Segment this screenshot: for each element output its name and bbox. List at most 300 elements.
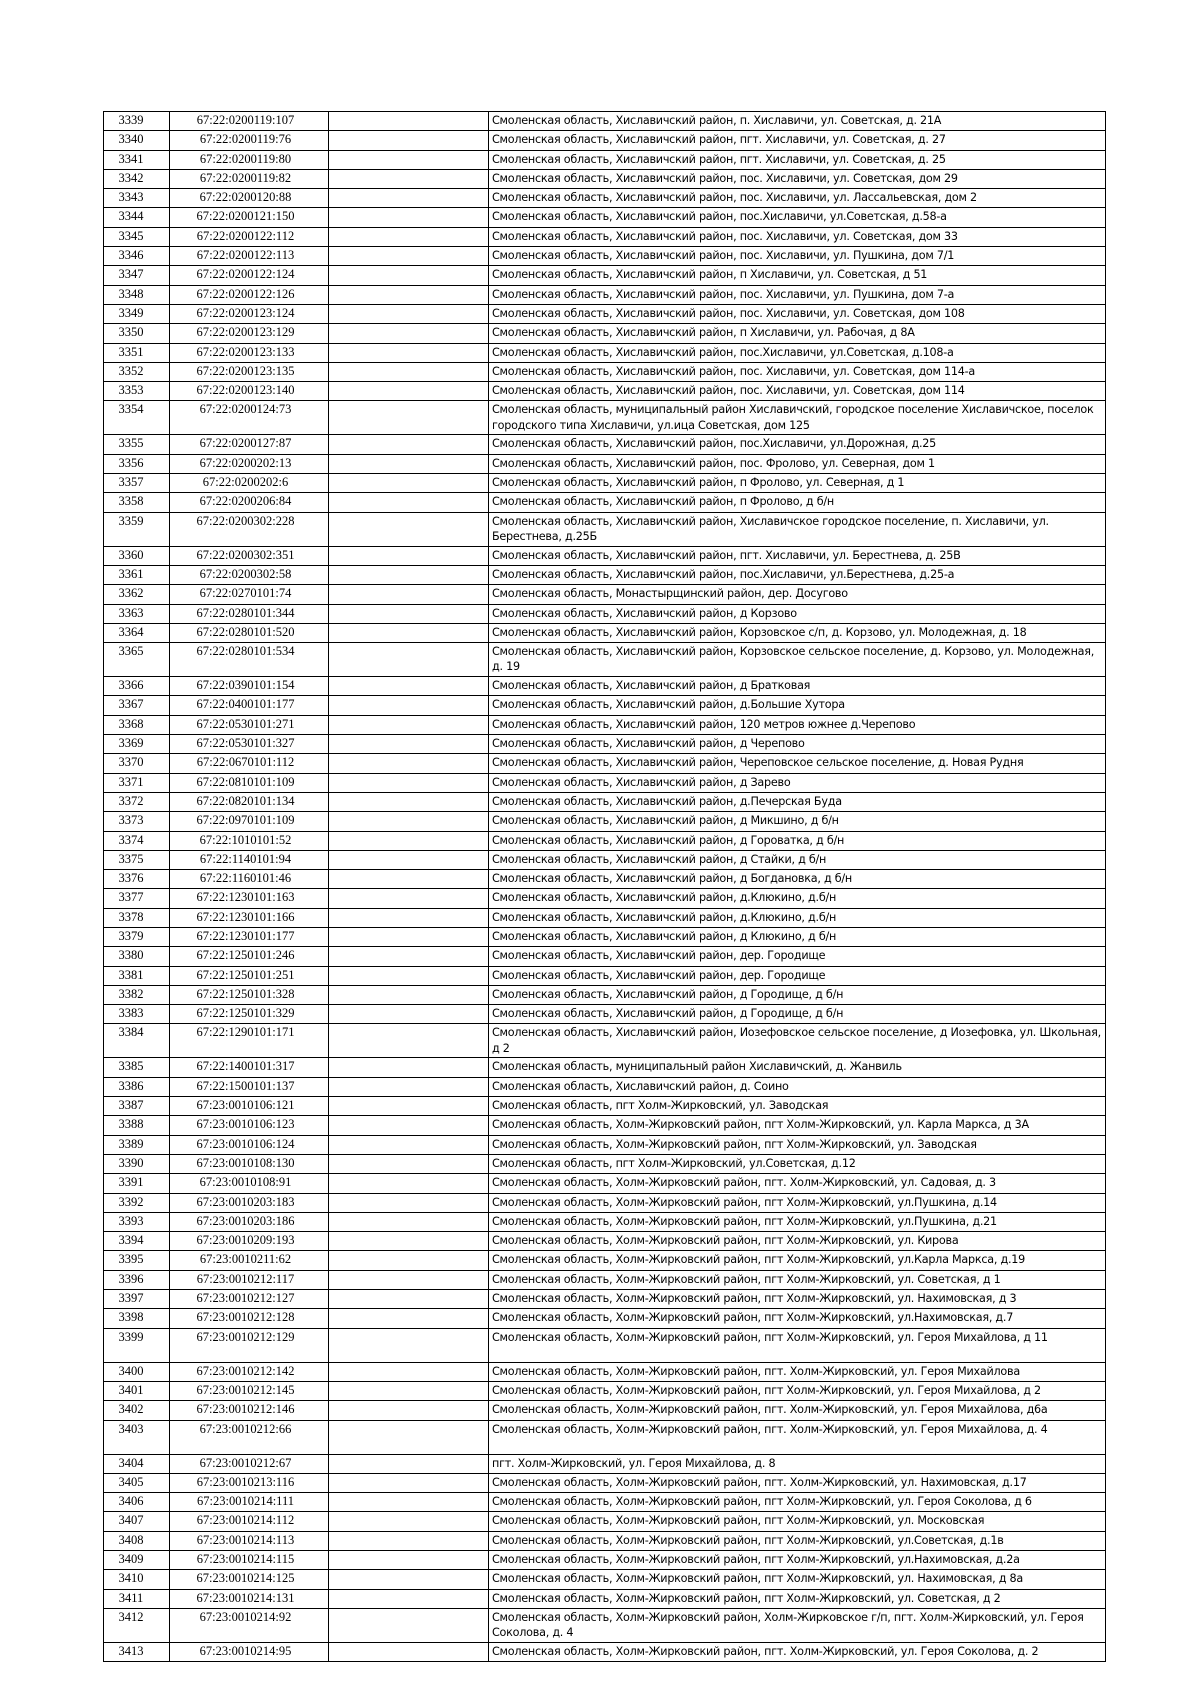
cadastral-number: 67:22:0200122:112 [170, 227, 329, 246]
empty-cell [329, 773, 489, 792]
row-number: 3399 [104, 1328, 170, 1362]
table-row [104, 1420, 1106, 1454]
table-row [104, 1024, 1106, 1058]
address-cell: Смоленская область, Холм-Жирковский район, пгт Холм-Жирковский, ул.Пушкина, д.14 [489, 1193, 1106, 1212]
address-cell: Смоленская область, Хиславичский район, Корзовское с/п, д. Корзово, ул. Молодежная, д. 18 [489, 623, 1106, 642]
empty-cell [329, 474, 489, 493]
empty-cell [329, 1290, 489, 1309]
address-cell: Смоленская область, Холм-Жирковский район, пгт Холм-Жирковский, ул. Заводская [489, 1135, 1106, 1154]
table-row [104, 715, 1106, 734]
empty-cell [329, 1024, 489, 1058]
cadastral-number: 67:23:0010212:129 [170, 1328, 329, 1362]
table-row [104, 208, 1106, 227]
empty-cell [329, 604, 489, 623]
address-cell: Смоленская область, Хиславичский район, пос. Хиславичи, ул. Пушкина, дом 7-а [489, 285, 1106, 304]
row-number: 3371 [104, 773, 170, 792]
table-row [104, 677, 1106, 696]
table-row [104, 382, 1106, 401]
address-cell: Смоленская область, муниципальный район Хиславичский, д. Жанвиль [489, 1058, 1106, 1077]
cadastral-number: 67:22:0200302:58 [170, 565, 329, 584]
cadastral-number: 67:23:0010209:193 [170, 1232, 329, 1251]
cadastral-number: 67:23:0010212:66 [170, 1420, 329, 1454]
row-number: 3401 [104, 1381, 170, 1400]
table-row [104, 1232, 1106, 1251]
cadastral-number: 67:22:0200122:113 [170, 247, 329, 266]
address-cell: Смоленская область, Хиславичский район, д Городище, д б/н [489, 985, 1106, 1004]
table-row [104, 831, 1106, 850]
row-number: 3376 [104, 870, 170, 889]
cadastral-number: 67:22:1140101:94 [170, 850, 329, 869]
row-number: 3393 [104, 1212, 170, 1231]
empty-cell [329, 382, 489, 401]
table-row [104, 343, 1106, 362]
table-row [104, 565, 1106, 584]
table-row [104, 1309, 1106, 1328]
address-cell: Смоленская область, муниципальный район Хиславичский, городское поселение Хиславичское, поселок городского типа Хиславичи, ул.ица Советская, дом 125 [489, 401, 1106, 435]
empty-cell [329, 285, 489, 304]
table-row [104, 1270, 1106, 1289]
address-cell: Смоленская область, Хиславичский район, пос. Хиславичи, ул. Пушкина, дом 7/1 [489, 247, 1106, 266]
row-number: 3411 [104, 1589, 170, 1608]
row-number: 3347 [104, 266, 170, 285]
row-number: 3388 [104, 1116, 170, 1135]
table-row [104, 643, 1106, 677]
row-number: 3341 [104, 150, 170, 169]
empty-cell [329, 1589, 489, 1608]
address-cell: Смоленская область, пгт Холм-Жирковский, ул.Советская, д.12 [489, 1154, 1106, 1173]
cadastral-number: 67:22:1250101:329 [170, 1005, 329, 1024]
empty-cell [329, 1642, 489, 1661]
registry-table [103, 111, 1106, 1662]
table-row [104, 1193, 1106, 1212]
empty-cell [329, 792, 489, 811]
row-number: 3361 [104, 565, 170, 584]
address-cell: Смоленская область, Хиславичский район, д.Клюкино, д.б/н [489, 889, 1106, 908]
address-cell: Смоленская область, Хиславичский район, д Клюкино, д б/н [489, 927, 1106, 946]
cadastral-number: 67:23:0010106:121 [170, 1097, 329, 1116]
row-number: 3374 [104, 831, 170, 850]
cadastral-number: 67:23:0010212:146 [170, 1401, 329, 1420]
row-number: 3392 [104, 1193, 170, 1212]
empty-cell [329, 585, 489, 604]
empty-cell [329, 169, 489, 188]
cadastral-number: 67:22:0200123:133 [170, 343, 329, 362]
address-cell: Смоленская область, Хиславичский район, пос. Хиславичи, ул. Лассальевская, дом 2 [489, 189, 1106, 208]
empty-cell [329, 735, 489, 754]
address-cell: Смоленская область, Хиславичский район, д Гороватка, д б/н [489, 831, 1106, 850]
empty-cell [329, 623, 489, 642]
address-cell: Смоленская область, Хиславичский район, п Фролово, ул. Северная, д 1 [489, 474, 1106, 493]
cadastral-number: 67:22:0200124:73 [170, 401, 329, 435]
cadastral-number: 67:22:0390101:154 [170, 677, 329, 696]
row-number: 3404 [104, 1454, 170, 1473]
cadastral-number: 67:23:0010214:95 [170, 1642, 329, 1661]
cadastral-number: 67:23:0010212:127 [170, 1290, 329, 1309]
empty-cell [329, 362, 489, 381]
empty-cell [329, 715, 489, 734]
address-cell: Смоленская область, Холм-Жирковский район, пгт Холм-Жирковский, ул.Советская, д.1в [489, 1531, 1106, 1550]
table-row [104, 266, 1106, 285]
row-number: 3410 [104, 1570, 170, 1589]
row-number: 3375 [104, 850, 170, 869]
row-number: 3395 [104, 1251, 170, 1270]
row-number: 3348 [104, 285, 170, 304]
table-row [104, 150, 1106, 169]
row-number: 3359 [104, 512, 170, 546]
table-row [104, 285, 1106, 304]
table-row [104, 1381, 1106, 1400]
address-cell: Смоленская область, Хиславичский район, пос. Хиславичи, ул. Советская, дом 114-а [489, 362, 1106, 381]
cadastral-number: 67:22:0820101:134 [170, 792, 329, 811]
address-cell: Смоленская область, Холм-Жирковский район, пгт Холм-Жирковский, ул. Героя Михайлова, д 2 [489, 1381, 1106, 1400]
empty-cell [329, 927, 489, 946]
address-cell: Смоленская область, Холм-Жирковский район, пгт Холм-Жирковский, ул. Нахимовская, д 8а [489, 1570, 1106, 1589]
cadastral-number: 67:23:0010212:67 [170, 1454, 329, 1473]
table-row [104, 1589, 1106, 1608]
cadastral-number: 67:22:0200206:84 [170, 493, 329, 512]
table-row [104, 247, 1106, 266]
table-row [104, 131, 1106, 150]
row-number: 3382 [104, 985, 170, 1004]
table-row [104, 362, 1106, 381]
empty-cell [329, 831, 489, 850]
address-cell: Смоленская область, Хиславичский район, Иозефовское сельское поселение, д Иозефовка, ул. Школьная, д 2 [489, 1024, 1106, 1058]
row-number: 3377 [104, 889, 170, 908]
table-row [104, 169, 1106, 188]
address-cell: Смоленская область, Хиславичский район, пос. Хиславичи, ул. Советская, дом 108 [489, 304, 1106, 323]
cadastral-number: 67:22:1230101:166 [170, 908, 329, 927]
empty-cell [329, 1270, 489, 1289]
row-number: 3380 [104, 947, 170, 966]
row-number: 3345 [104, 227, 170, 246]
row-number: 3408 [104, 1531, 170, 1550]
empty-cell [329, 889, 489, 908]
table-row [104, 850, 1106, 869]
cadastral-number: 67:22:0200123:129 [170, 324, 329, 343]
row-number: 3356 [104, 454, 170, 473]
row-number: 3396 [104, 1270, 170, 1289]
cadastral-number: 67:22:0200302:351 [170, 546, 329, 565]
cadastral-number: 67:22:0200122:124 [170, 266, 329, 285]
row-number: 3368 [104, 715, 170, 734]
table-row [104, 1174, 1106, 1193]
table-row [104, 1251, 1106, 1270]
address-cell: Смоленская область, пгт Холм-Жирковский, ул. Заводская [489, 1097, 1106, 1116]
row-number: 3379 [104, 927, 170, 946]
address-cell: Смоленская область, Холм-Жирковский район, пгт. Холм-Жирковский, ул. Нахимовская, д.17 [489, 1473, 1106, 1492]
empty-cell [329, 1005, 489, 1024]
row-number: 3353 [104, 382, 170, 401]
row-number: 3363 [104, 604, 170, 623]
address-cell: Смоленская область, Хиславичский район, д Братковая [489, 677, 1106, 696]
address-cell: Смоленская область, Хиславичский район, п Фролово, д б/н [489, 493, 1106, 512]
cadastral-number: 67:22:0200127:87 [170, 435, 329, 454]
empty-cell [329, 643, 489, 677]
empty-cell [329, 870, 489, 889]
table-row [104, 1005, 1106, 1024]
address-cell: Смоленская область, Хиславичский район, пос. Фролово, ул. Северная, дом 1 [489, 454, 1106, 473]
cadastral-number: 67:23:0010214:131 [170, 1589, 329, 1608]
address-cell: Смоленская область, Холм-Жирковский район, пгт Холм-Жирковский, ул.Нахимовская, д.2а [489, 1551, 1106, 1570]
table-row [104, 1570, 1106, 1589]
address-cell: Смоленская область, Хиславичский район, Хиславичское городское поселение, п. Хиславичи, ул. Берестнева, д.25Б [489, 512, 1106, 546]
row-number: 3358 [104, 493, 170, 512]
cadastral-number: 67:23:0010212:128 [170, 1309, 329, 1328]
cadastral-number: 67:22:1230101:177 [170, 927, 329, 946]
cadastral-number: 67:23:0010214:125 [170, 1570, 329, 1589]
row-number: 3362 [104, 585, 170, 604]
row-number: 3357 [104, 474, 170, 493]
cadastral-number: 67:22:1160101:46 [170, 870, 329, 889]
row-number: 3387 [104, 1097, 170, 1116]
table-row [104, 585, 1106, 604]
empty-cell [329, 454, 489, 473]
empty-cell [329, 677, 489, 696]
table-row [104, 1473, 1106, 1492]
empty-cell [329, 304, 489, 323]
cadastral-number: 67:22:0200119:80 [170, 150, 329, 169]
cadastral-number: 67:22:0200123:140 [170, 382, 329, 401]
cadastral-number: 67:23:0010214:115 [170, 1551, 329, 1570]
cadastral-number: 67:22:0970101:109 [170, 812, 329, 831]
empty-cell [329, 512, 489, 546]
cadastral-number: 67:23:0010212:145 [170, 1381, 329, 1400]
table-row [104, 1058, 1106, 1077]
cadastral-number: 67:22:0670101:112 [170, 754, 329, 773]
cadastral-number: 67:22:1230101:163 [170, 889, 329, 908]
address-cell: Смоленская область, Хиславичский район, д Зарево [489, 773, 1106, 792]
table-row [104, 908, 1106, 927]
address-cell: Смоленская область, Хиславичский район, пгт. Хиславичи, ул. Берестнева, д. 25В [489, 546, 1106, 565]
table-row [104, 512, 1106, 546]
empty-cell [329, 1193, 489, 1212]
empty-cell [329, 565, 489, 584]
row-number: 3407 [104, 1512, 170, 1531]
row-number: 3413 [104, 1642, 170, 1661]
empty-cell [329, 1420, 489, 1454]
table-row [104, 1362, 1106, 1381]
row-number: 3386 [104, 1077, 170, 1096]
table-row [104, 1454, 1106, 1473]
cadastral-number: 67:22:0200119:76 [170, 131, 329, 150]
empty-cell [329, 1058, 489, 1077]
row-number: 3398 [104, 1309, 170, 1328]
cadastral-number: 67:22:0270101:74 [170, 585, 329, 604]
table-row [104, 1097, 1106, 1116]
address-cell: Смоленская область, Хиславичский район, д Стайки, д б/н [489, 850, 1106, 869]
table-row [104, 227, 1106, 246]
cadastral-number: 67:23:0010108:91 [170, 1174, 329, 1193]
address-cell: Смоленская область, Хиславичский район, пос.Хиславичи, ул.Берестнева, д.25-а [489, 565, 1106, 584]
row-number: 3342 [104, 169, 170, 188]
empty-cell [329, 1493, 489, 1512]
table-row [104, 435, 1106, 454]
row-number: 3346 [104, 247, 170, 266]
address-cell: Смоленская область, Холм-Жирковский район, пгт. Холм-Жирковский, ул. Садовая, д. 3 [489, 1174, 1106, 1193]
empty-cell [329, 812, 489, 831]
table-row [104, 454, 1106, 473]
cadastral-number: 67:23:0010213:116 [170, 1473, 329, 1492]
cadastral-number: 67:22:0200123:124 [170, 304, 329, 323]
empty-cell [329, 985, 489, 1004]
row-number: 3394 [104, 1232, 170, 1251]
empty-cell [329, 1154, 489, 1173]
empty-cell [329, 1531, 489, 1550]
empty-cell [329, 1135, 489, 1154]
empty-cell [329, 1232, 489, 1251]
table-row [104, 870, 1106, 889]
address-cell: Смоленская область, Холм-Жирковский район, Холм-Жирковское г/п, пгт. Холм-Жирковский, ул. Героя Соколова, д. 4 [489, 1608, 1106, 1642]
cadastral-number: 67:22:0200119:107 [170, 112, 329, 131]
row-number: 3405 [104, 1473, 170, 1492]
cadastral-number: 67:23:0010212:142 [170, 1362, 329, 1381]
row-number: 3373 [104, 812, 170, 831]
address-cell: Смоленская область, Хиславичский район, д. Соино [489, 1077, 1106, 1096]
cadastral-number: 67:22:0280101:520 [170, 623, 329, 642]
empty-cell [329, 1401, 489, 1420]
address-cell: Смоленская область, Хиславичский район, пос. Хиславичи, ул. Советская, дом 29 [489, 169, 1106, 188]
address-cell: Смоленская область, Хиславичский район, д Микшино, д б/н [489, 812, 1106, 831]
cadastral-number: 67:23:0010106:124 [170, 1135, 329, 1154]
address-cell: Смоленская область, Хиславичский район, Корзовское сельское поселение, д. Корзово, ул. Молодежная, д. 19 [489, 643, 1106, 677]
row-number: 3412 [104, 1608, 170, 1642]
cadastral-number: 67:22:0200202:13 [170, 454, 329, 473]
empty-cell [329, 1362, 489, 1381]
table-row [104, 324, 1106, 343]
cadastral-number: 67:22:1250101:251 [170, 966, 329, 985]
cadastral-number: 67:22:0530101:271 [170, 715, 329, 734]
table-row [104, 546, 1106, 565]
table-row [104, 889, 1106, 908]
address-cell: Смоленская область, Хиславичский район, пос.Хиславичи, ул.Советская, д.108-а [489, 343, 1106, 362]
row-number: 3381 [104, 966, 170, 985]
row-number: 3349 [104, 304, 170, 323]
empty-cell [329, 493, 489, 512]
cadastral-number: 67:23:0010203:186 [170, 1212, 329, 1231]
row-number: 3402 [104, 1401, 170, 1420]
row-number: 3406 [104, 1493, 170, 1512]
address-cell: Смоленская область, Хиславичский район, пгт. Хиславичи, ул. Советская, д. 27 [489, 131, 1106, 150]
row-number: 3352 [104, 362, 170, 381]
table-row [104, 1135, 1106, 1154]
cadastral-number: 67:22:1400101:317 [170, 1058, 329, 1077]
row-number: 3390 [104, 1154, 170, 1173]
row-number: 3366 [104, 677, 170, 696]
table-row [104, 985, 1106, 1004]
table-row [104, 792, 1106, 811]
empty-cell [329, 435, 489, 454]
cadastral-number: 67:22:0280101:344 [170, 604, 329, 623]
row-number: 3351 [104, 343, 170, 362]
address-cell: Смоленская область, Хиславичский район, пгт. Хиславичи, ул. Советская, д. 25 [489, 150, 1106, 169]
row-number: 3384 [104, 1024, 170, 1058]
empty-cell [329, 1097, 489, 1116]
table-row [104, 493, 1106, 512]
empty-cell [329, 754, 489, 773]
cadastral-number: 67:23:0010108:130 [170, 1154, 329, 1173]
cadastral-number: 67:22:0200123:135 [170, 362, 329, 381]
empty-cell [329, 324, 489, 343]
empty-cell [329, 1454, 489, 1473]
address-cell: Смоленская область, Хиславичский район, 120 метров южнее д.Черепово [489, 715, 1106, 734]
address-cell: Смоленская область, Холм-Жирковский район, пгт. Холм-Жирковский, ул. Героя Михайлова, д6а [489, 1401, 1106, 1420]
empty-cell [329, 1473, 489, 1492]
address-cell: Смоленская область, Хиславичский район, д.Большие Хутора [489, 696, 1106, 715]
address-cell: Смоленская область, Холм-Жирковский район, пгт. Холм-Жирковский, ул. Героя Михайлова [489, 1362, 1106, 1381]
table-row [104, 474, 1106, 493]
cadastral-number: 67:22:1010101:52 [170, 831, 329, 850]
table-row [104, 1077, 1106, 1096]
row-number: 3354 [104, 401, 170, 435]
row-number: 3343 [104, 189, 170, 208]
empty-cell [329, 189, 489, 208]
address-cell: Смоленская область, Холм-Жирковский район, пгт Холм-Жирковский, ул. Карла Маркса, д 3А [489, 1116, 1106, 1135]
empty-cell [329, 131, 489, 150]
table-row [104, 1154, 1106, 1173]
table-row [104, 1212, 1106, 1231]
address-cell: Смоленская область, Холм-Жирковский район, пгт Холм-Жирковский, ул. Кирова [489, 1232, 1106, 1251]
table-row [104, 927, 1106, 946]
cadastral-number: 67:22:1290101:171 [170, 1024, 329, 1058]
row-number: 3372 [104, 792, 170, 811]
row-number: 3339 [104, 112, 170, 131]
row-number: 3355 [104, 435, 170, 454]
empty-cell [329, 247, 489, 266]
empty-cell [329, 1328, 489, 1362]
table-row [104, 1551, 1106, 1570]
address-cell: Смоленская область, Хиславичский район, д.Клюкино, д.б/н [489, 908, 1106, 927]
address-cell: Смоленская область, Хиславичский район, п Хиславичи, ул. Рабочая, д 8А [489, 324, 1106, 343]
row-number: 3383 [104, 1005, 170, 1024]
empty-cell [329, 947, 489, 966]
empty-cell [329, 1551, 489, 1570]
address-cell: Смоленская область, Холм-Жирковский район, пгт Холм-Жирковский, ул. Московская [489, 1512, 1106, 1531]
empty-cell [329, 227, 489, 246]
cadastral-number: 67:22:0280101:534 [170, 643, 329, 677]
empty-cell [329, 850, 489, 869]
empty-cell [329, 112, 489, 131]
cadastral-number: 67:22:1500101:137 [170, 1077, 329, 1096]
cadastral-number: 67:23:0010211:62 [170, 1251, 329, 1270]
address-cell: пгт. Холм-Жирковский, ул. Героя Михайлова, д. 8 [489, 1454, 1106, 1473]
row-number: 3340 [104, 131, 170, 150]
row-number: 3385 [104, 1058, 170, 1077]
cadastral-number: 67:22:0200122:126 [170, 285, 329, 304]
cadastral-number: 67:22:1250101:246 [170, 947, 329, 966]
empty-cell [329, 1174, 489, 1193]
table-row [104, 1493, 1106, 1512]
row-number: 3344 [104, 208, 170, 227]
cadastral-number: 67:23:0010214:111 [170, 1493, 329, 1512]
address-cell: Смоленская область, Монастырщинский район, дер. Досугово [489, 585, 1106, 604]
address-cell: Смоленская область, Хиславичский район, Череповское сельское поселение, д. Новая Рудня [489, 754, 1106, 773]
registry-table-body [104, 112, 1106, 1662]
table-row [104, 696, 1106, 715]
table-row [104, 189, 1106, 208]
table-row [104, 947, 1106, 966]
cadastral-number: 67:22:1250101:328 [170, 985, 329, 1004]
address-cell: Смоленская область, Хиславичский район, пос. Хиславичи, ул. Советская, дом 114 [489, 382, 1106, 401]
table-row [104, 304, 1106, 323]
table-row [104, 112, 1106, 131]
row-number: 3360 [104, 546, 170, 565]
address-cell: Смоленская область, Хиславичский район, п Хиславичи, ул. Советская, д 51 [489, 266, 1106, 285]
address-cell: Смоленская область, Холм-Жирковский район, пгт. Холм-Жирковский, ул. Героя Михайлова, д. 4 [489, 1420, 1106, 1454]
address-cell: Смоленская область, Холм-Жирковский район, пгт Холм-Жирковский, ул. Героя Соколова, д 6 [489, 1493, 1106, 1512]
cadastral-number: 67:23:0010214:113 [170, 1531, 329, 1550]
table-row [104, 1401, 1106, 1420]
cadastral-number: 67:23:0010214:92 [170, 1608, 329, 1642]
